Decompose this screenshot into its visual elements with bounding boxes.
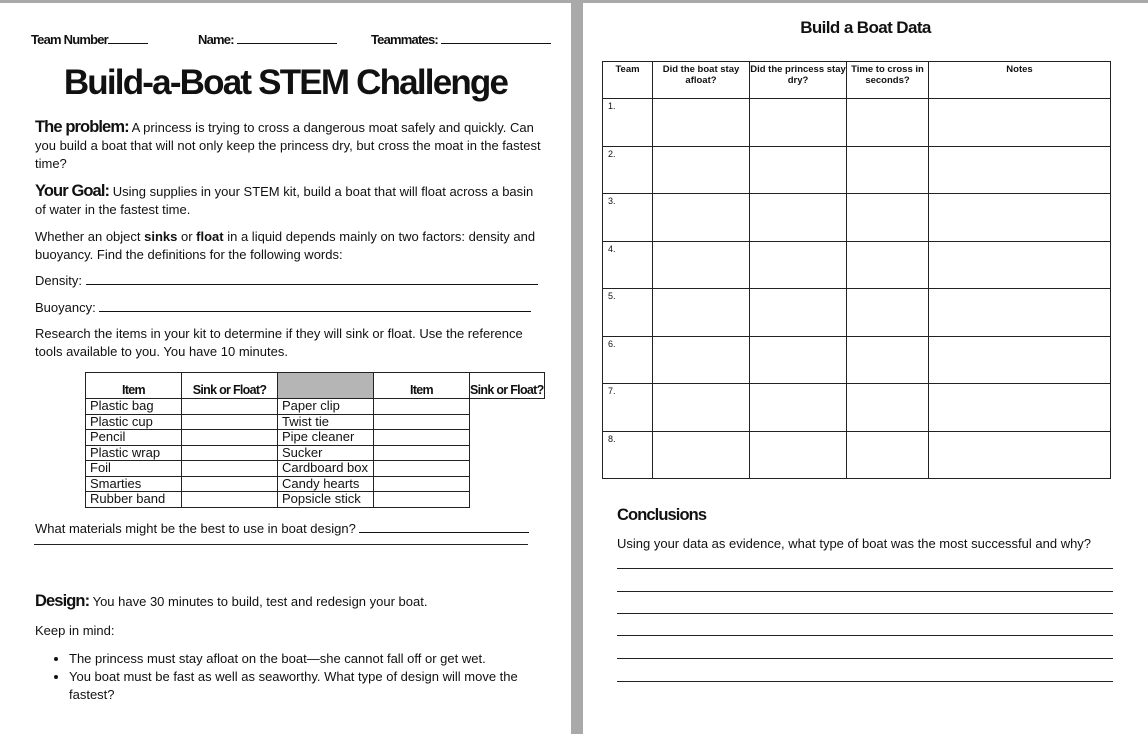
worksheet-page-right <box>583 3 1148 734</box>
team-number: 7. <box>603 384 653 432</box>
header-notes: Notes <box>929 62 1111 99</box>
item-name: Candy hearts <box>278 476 374 492</box>
notes-cell[interactable] <box>929 431 1111 479</box>
afloat-cell[interactable] <box>653 146 750 194</box>
worksheet-page-left <box>0 3 571 734</box>
sink-float-answer[interactable] <box>374 399 470 415</box>
sink-float-answer[interactable] <box>374 492 470 508</box>
team-number: 8. <box>603 431 653 479</box>
afloat-cell[interactable] <box>653 241 750 289</box>
table-row <box>86 430 545 446</box>
sink-float-answer[interactable] <box>182 414 278 430</box>
bullet-item: • The princess must stay afloat on the boat—she cannot fall off or get wet. <box>69 650 542 668</box>
afloat-cell[interactable] <box>653 384 750 432</box>
conclusions-question: Using your data as evidence, what type of boat was the most successful and why? <box>617 536 1092 551</box>
time-cell[interactable] <box>847 99 929 147</box>
header-item: Item <box>374 373 470 399</box>
item-name: Smarties <box>86 476 182 492</box>
table-divider <box>278 373 374 399</box>
header-afloat: Did the boat stay afloat? <box>653 62 750 99</box>
sink-float-answer[interactable] <box>374 414 470 430</box>
afloat-cell[interactable] <box>653 431 750 479</box>
item-name: Plastic cup <box>86 414 182 430</box>
notes-cell[interactable] <box>929 99 1111 147</box>
text: or <box>177 229 197 244</box>
afloat-cell[interactable] <box>653 99 750 147</box>
answer-line[interactable] <box>617 613 1113 614</box>
table-row <box>603 99 1111 147</box>
time-cell[interactable] <box>847 384 929 432</box>
time-cell[interactable] <box>847 289 929 337</box>
answer-line[interactable] <box>617 591 1113 592</box>
sink-float-answer[interactable] <box>374 430 470 446</box>
sink-float-answer[interactable] <box>374 476 470 492</box>
table-row <box>603 431 1111 479</box>
design-label: Design: <box>35 592 90 610</box>
float-word: float <box>196 229 224 244</box>
sink-float-answer[interactable] <box>182 461 278 477</box>
design-bullets <box>52 650 542 704</box>
notes-cell[interactable] <box>929 384 1111 432</box>
name-field[interactable] <box>198 32 337 47</box>
answer-line[interactable] <box>617 635 1113 636</box>
table-row <box>603 241 1111 289</box>
table-row <box>86 414 545 430</box>
buoyancy-label: Buoyancy: <box>35 300 100 315</box>
time-cell[interactable] <box>847 336 929 384</box>
sink-float-answer[interactable] <box>182 430 278 446</box>
buoyancy-field[interactable] <box>35 299 545 317</box>
goal-text: Using supplies in your STEM kit, build a boat that will float across a basin of water in the fastest time. <box>35 184 534 217</box>
item-name: Pipe cleaner <box>278 430 374 446</box>
notes-cell[interactable] <box>929 241 1111 289</box>
item-name: Plastic wrap <box>86 445 182 461</box>
item-name: Paper clip <box>278 399 374 415</box>
research-text: Research the items in your kit to determine if they will sink or float. Use the reference tools available to you. You have 10 minutes. <box>35 326 523 359</box>
sinks-word: sinks <box>144 229 178 244</box>
item-name: Cardboard box <box>278 461 374 477</box>
answer-line[interactable] <box>617 681 1113 682</box>
dry-cell[interactable] <box>750 431 847 479</box>
sink-float-answer[interactable] <box>182 445 278 461</box>
notes-cell[interactable] <box>929 146 1111 194</box>
sink-float-answer[interactable] <box>374 445 470 461</box>
afloat-cell[interactable] <box>653 289 750 337</box>
density-field[interactable] <box>35 272 545 290</box>
table-row <box>603 384 1111 432</box>
problem-text: A princess is trying to cross a dangerous moat safely and quickly. Can you build a boat that will not only keep the princess dry, but cross the moat in the fastest time? <box>35 120 541 171</box>
table-row <box>603 289 1111 337</box>
team-number: 1. <box>603 99 653 147</box>
header-sink-float: Sink or Float? <box>182 373 278 399</box>
dry-cell[interactable] <box>750 99 847 147</box>
team-number: 2. <box>603 146 653 194</box>
materials-question-text: What materials might be the best to use in boat design? <box>35 521 360 536</box>
time-cell[interactable] <box>847 194 929 242</box>
sink-float-answer[interactable] <box>374 461 470 477</box>
table-row <box>86 399 545 415</box>
item-name: Plastic bag <box>86 399 182 415</box>
table-row <box>86 476 545 492</box>
sink-float-answer[interactable] <box>182 476 278 492</box>
conclusions-heading: Conclusions <box>617 506 707 524</box>
name-label: Name: <box>198 32 234 47</box>
time-cell[interactable] <box>847 431 929 479</box>
design-text: You have 30 minutes to build, test and redesign your boat. <box>89 594 428 609</box>
sink-float-table <box>85 372 545 508</box>
problem-paragraph <box>35 118 545 173</box>
teammates-label: Teammates: <box>371 32 438 47</box>
notes-cell[interactable] <box>929 194 1111 242</box>
problem-label: The problem: <box>35 118 129 136</box>
table-row <box>603 336 1111 384</box>
teammates-field[interactable] <box>371 32 551 47</box>
team-number: 4. <box>603 241 653 289</box>
sink-float-answer[interactable] <box>182 399 278 415</box>
header-time: Time to cross in seconds? <box>847 62 929 99</box>
time-cell[interactable] <box>847 146 929 194</box>
team-number-field[interactable] <box>31 32 148 47</box>
page-title: Build-a-Boat STEM Challenge <box>63 63 508 102</box>
table-row <box>86 461 545 477</box>
answer-line[interactable] <box>617 658 1113 659</box>
header-sink-float: Sink or Float? <box>470 373 545 399</box>
dry-cell[interactable] <box>750 289 847 337</box>
team-number: 5. <box>603 289 653 337</box>
dry-cell[interactable] <box>750 336 847 384</box>
density-intro <box>35 228 545 264</box>
answer-line[interactable] <box>34 544 528 545</box>
afloat-cell[interactable] <box>653 336 750 384</box>
bullet-item: • You boat must be fast as well as seaworthy. What type of design will move the fastest? <box>69 668 542 704</box>
header-item: Item <box>86 373 182 399</box>
item-name: Rubber band <box>86 492 182 508</box>
density-label: Density: <box>35 273 86 288</box>
time-cell[interactable] <box>847 241 929 289</box>
table-row <box>603 194 1111 242</box>
team-number: 6. <box>603 336 653 384</box>
header-team: Team <box>603 62 653 99</box>
afloat-cell[interactable] <box>653 194 750 242</box>
header-dry: Did the princess stay dry? <box>750 62 847 99</box>
boat-data-table <box>602 61 1111 479</box>
item-name: Pencil <box>86 430 182 446</box>
goal-label: Your Goal: <box>35 182 110 200</box>
item-name: Twist tie <box>278 414 374 430</box>
design-paragraph <box>35 592 545 611</box>
item-name: Sucker <box>278 445 374 461</box>
item-name: Popsicle stick <box>278 492 374 508</box>
dry-cell[interactable] <box>750 241 847 289</box>
dry-cell[interactable] <box>750 384 847 432</box>
table-row <box>86 445 545 461</box>
dry-cell[interactable] <box>750 146 847 194</box>
sink-float-answer[interactable] <box>182 492 278 508</box>
materials-question[interactable] <box>35 520 545 538</box>
team-number: 3. <box>603 194 653 242</box>
text: Whether an object <box>35 229 145 244</box>
item-name: Foil <box>86 461 182 477</box>
text: in a liquid depends mainly on two factors: density and buoyancy. Find the definitions for the following words: <box>35 229 536 262</box>
notes-cell[interactable] <box>929 336 1111 384</box>
dry-cell[interactable] <box>750 194 847 242</box>
data-title: Build a Boat Data <box>800 18 931 37</box>
table-row <box>86 492 545 508</box>
team-number-label: Team Number <box>31 32 108 47</box>
keep-in-mind: Keep in mind: <box>35 623 115 638</box>
table-row <box>603 146 1111 194</box>
goal-paragraph <box>35 182 545 219</box>
notes-cell[interactable] <box>929 289 1111 337</box>
answer-line[interactable] <box>617 568 1113 569</box>
